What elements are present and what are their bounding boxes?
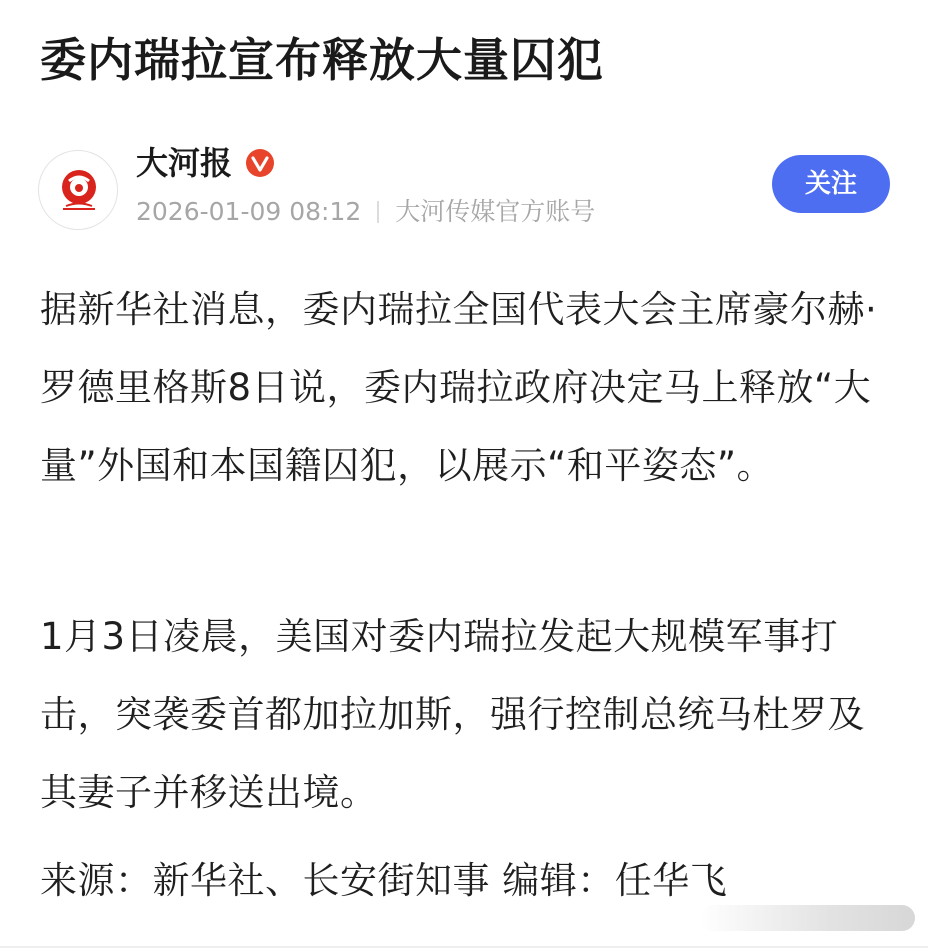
author-name-text[interactable]: 大河报 xyxy=(136,144,233,182)
meta-divider xyxy=(377,201,379,223)
author-avatar[interactable] xyxy=(38,150,118,230)
scroll-fade-overlay xyxy=(700,905,915,931)
verified-icon xyxy=(244,147,276,179)
author-row xyxy=(38,140,890,230)
article-title: 委内瑞拉宣布释放大量囚犯 xyxy=(40,33,604,87)
article-source-line: 来源：新华社、长安街知事 编辑：任华飞 xyxy=(40,859,728,902)
author-meta xyxy=(136,194,595,230)
publish-time: 2026-01-09 08:12 xyxy=(136,197,362,226)
bottom-divider xyxy=(0,946,928,948)
follow-button[interactable]: 关注 xyxy=(772,155,890,213)
article-paragraph-2: 1月3日凌晨，美国对委内瑞拉发起大规模军事打击，突袭委首都加拉加斯，强行控制总统马杜罗及其妻子并移送出境。 xyxy=(40,615,865,814)
article-paragraph-1: 据新华社消息，委内瑞拉全国代表大会主席豪尔赫·罗德里格斯8日说，委内瑞拉政府决定马上释放“大量”外国和本国籍囚犯，以展示“和平姿态”。 xyxy=(40,288,878,487)
account-type: 大河传媒官方账号 xyxy=(395,197,596,226)
author-name[interactable] xyxy=(136,140,276,186)
newspaper-logo-icon xyxy=(39,151,119,231)
